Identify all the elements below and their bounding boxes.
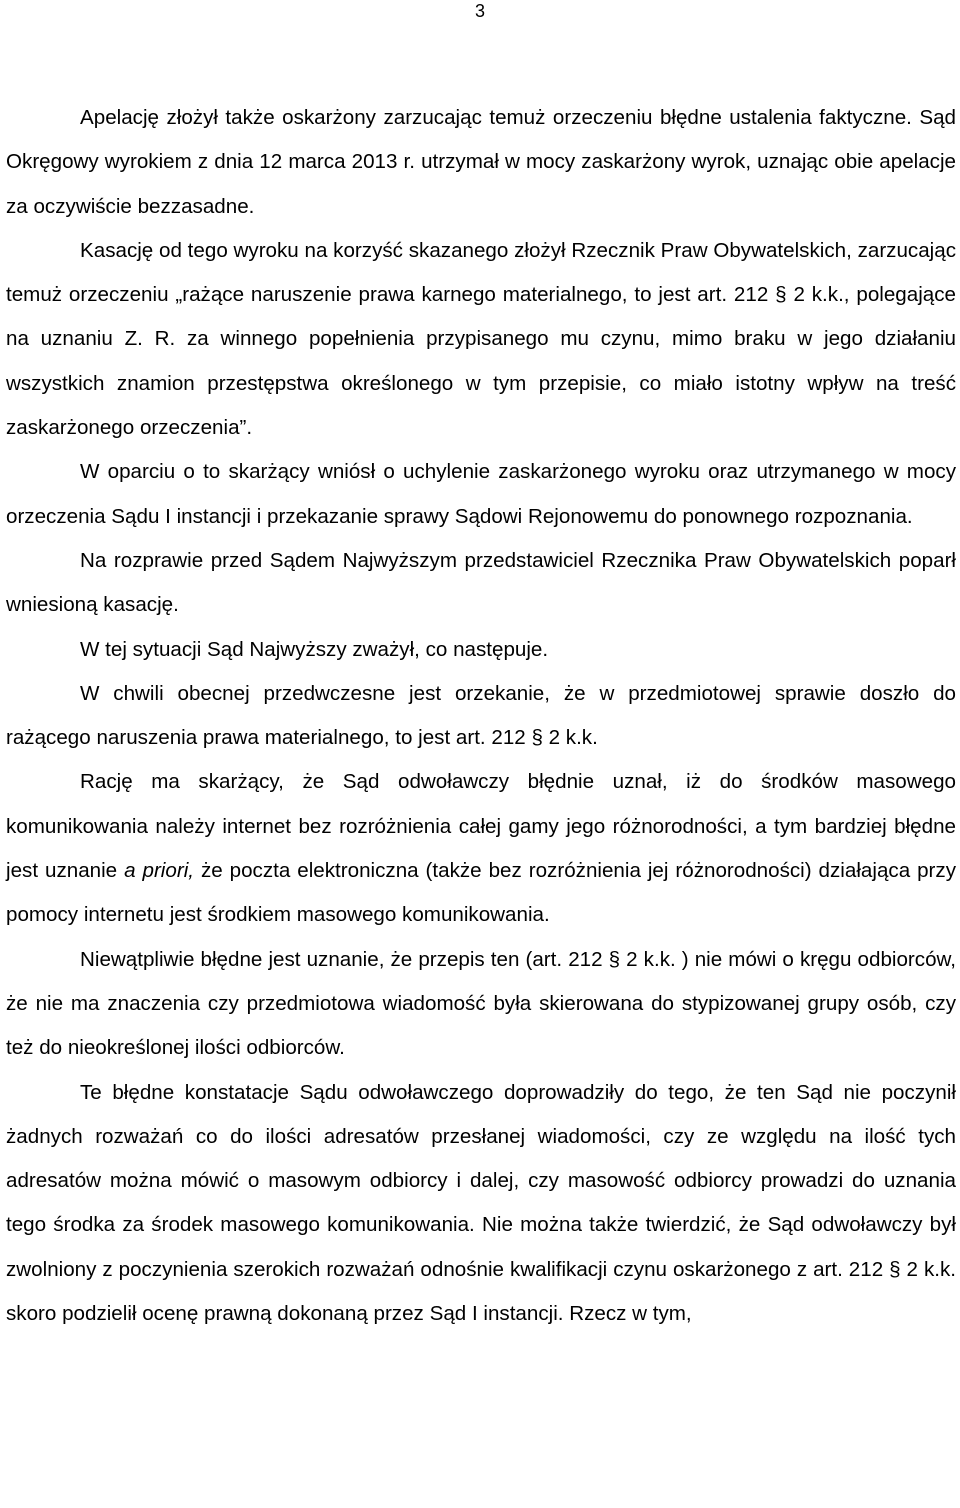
- paragraph-motion: W oparciu o to skarżący wniósł o uchylenie zaskarżonego wyroku oraz utrzymanego w mocy orzeczenia Sądu I instancji i przekazanie sprawy Sądowi Rejonowemu do ponownego rozpoznania.: [6, 460, 956, 528]
- paragraph-text: Rację ma skarżący, że Sąd odwoławczy błędnie uznał, iż do środków masowego komunikowania należy internet bez rozróżnienia całej gamy jego różnorodności, a tym bardziej błędne jest uznanie: [6, 770, 956, 883]
- paragraph-cassation: Kasację od tego wyroku na korzyść skazanego złożył Rzecznik Praw Obywatelskich, zarzucając temuż orzeczeniu „rażące naruszenie prawa karnego materialnego, to jest art. 212 § 2 k.k., polegające na uznaniu Z. R. za winnego popełnienia przypisanego mu czynu, mimo braku w jego działaniu wszystkich znamion przestępstwa określonego w tym przepisie, co miało istotny wpływ na treść zaskarżonego orzeczenia”.: [6, 238, 956, 440]
- page-number: 3: [474, 1, 485, 21]
- paragraph-findings: Te błędne konstatacje Sądu odwoławczego doprowadziły do tego, że ten Sąd nie poczynił żadnych rozważań co do ilości adresatów przesłanej wiadomości, czy ze względu na ilość tych adresatów można mówić o masowym odbiorcy i dalej, czy masowość odbiorcy prowadzi do uznania tego środka za środek masowego komunikowania. Nie można także twierdzić, że Sąd odwoławczy był zwolniony z poczynienia szerokich rozważań odnośnie kwalifikacji czynu oskarżonego z art. 212 § 2 k.k. skoro podzielił ocenę prawną dokonaną przez Sąd I instancji. Rzecz w tym,: [6, 1080, 956, 1326]
- paragraph-recipients: Niewątpliwie błędne jest uznanie, że przepis ten (art. 212 § 2 k.k. ) nie mówi o kręgu odbiorców, że nie ma znaczenia czy przedmiotowa wiadomość była skierowana do stypizowanej grupy osób, czy też do nieokreślonej ilości odbiorców.: [6, 947, 956, 1060]
- paragraph-text: że poczta elektroniczna (także bez rozróżnienia jej różnorodności) działająca przy pomocy internetu jest środkiem masowego komunikowania.: [6, 859, 956, 927]
- paragraph-hearing: Na rozprawie przed Sądem Najwyższym przedstawiciel Rzecznika Praw Obywatelskich poparł wniesioną kasację.: [6, 548, 956, 617]
- italic-phrase: a priori,: [124, 859, 194, 883]
- paragraph-internet-media: [6, 760, 956, 937]
- paragraph-premature: W chwili obecnej przedwczesne jest orzekanie, że w przedmiotowej sprawie doszło do rażącego naruszenia prawa materialnego, to jest art. 212 § 2 k.k.: [6, 681, 956, 750]
- document-body: [6, 96, 956, 1336]
- paragraph-court-considered: W tej sytuacji Sąd Najwyższy zważył, co następuje.: [80, 637, 549, 661]
- paragraph-appeal-defendant: Apelację złożył także oskarżony zarzucając temuż orzeczeniu błędne ustalenia faktyczne. Sąd Okręgowy wyrokiem z dnia 12 marca 2013 r. utrzymał w mocy zaskarżony wyrok, uznając obie apelacje za oczywiście bezzasadne.: [6, 106, 956, 218]
